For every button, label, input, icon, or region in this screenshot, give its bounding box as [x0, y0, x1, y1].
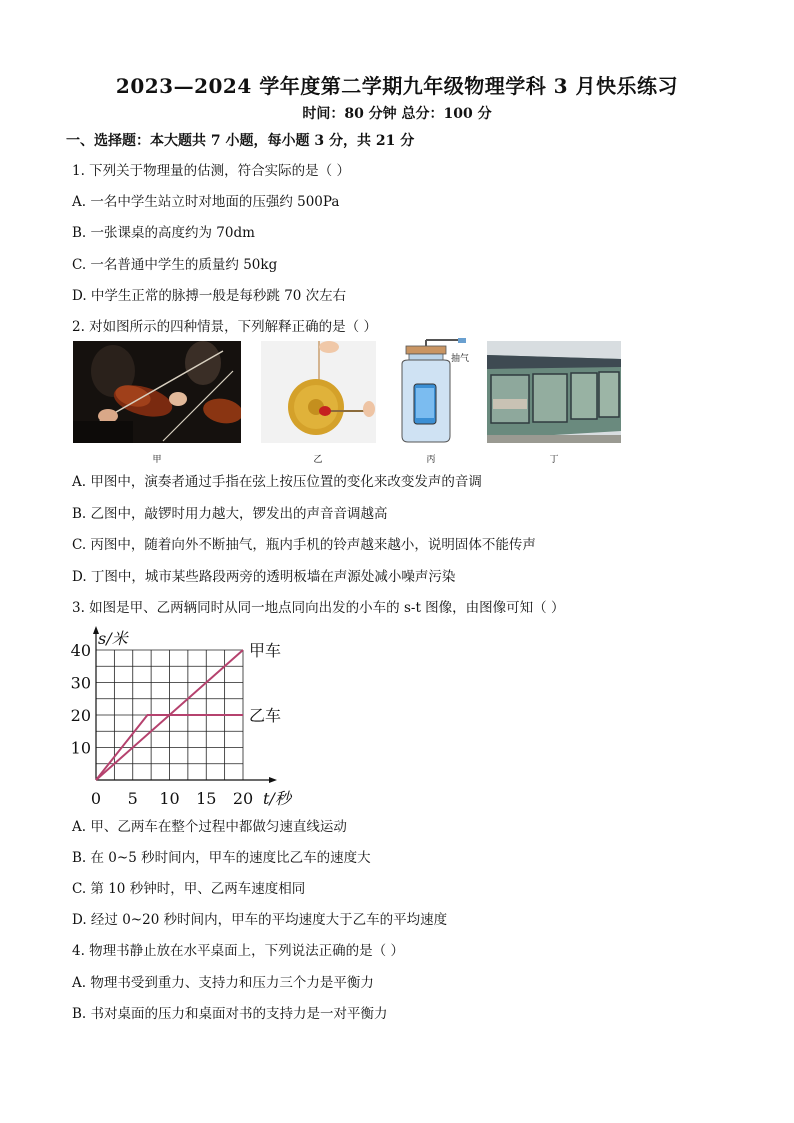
q3-option-b: B. 在 0~5 秒时间内，甲车的速度比乙车的速度大 [72, 850, 371, 866]
caption-yi: 乙 [313, 455, 323, 465]
q2-option-c: C. 丙图中，随着向外不断抽气，瓶内手机的铃声越来越小，说明固体不能传声 [72, 537, 536, 553]
exam-title: 2023—2024 学年度第二学期九年级物理学科 3 月快乐练习 [115, 74, 679, 98]
q1-stem: 1. 下列关于物理量的估测，符合实际的是（ ） [72, 163, 350, 179]
y-axis-label: s/米 [98, 629, 128, 648]
exam-subtitle: 时间：80 分钟 总分：100 分 [302, 106, 492, 122]
q1-option-a: A. 一名中学生站立时对地面的压强约 500Pa [72, 194, 340, 210]
series-label-jia: 甲车 [249, 641, 282, 660]
x-tick-label: 10 [159, 789, 180, 808]
q4-option-a: A. 物理书受到重力、支持力和压力三个力是平衡力 [72, 975, 374, 991]
q2-option-d: D. 丁图中，城市某些路段两旁的透明板墙在声源处减小噪声污染 [72, 569, 456, 585]
q2-stem: 2. 对如图所示的四种情景，下列解释正确的是（ ） [72, 319, 377, 335]
q3-option-a: A. 甲、乙两车在整个过程中都做匀速直线运动 [72, 819, 347, 835]
caption-ding: 丁 [549, 455, 559, 465]
chart-labels [71, 629, 294, 808]
y-tick-label: 10 [70, 738, 91, 758]
q1-option-d: D. 中学生正常的脉搏一般是每秒跳 70 次左右 [72, 288, 347, 304]
q3-option-d: D. 经过 0~20 秒时间内，甲车的平均速度大于乙车的平均速度 [72, 912, 448, 928]
y-tick-label: 30 [70, 673, 91, 693]
x-tick-label: 15 [196, 789, 217, 808]
q3-option-c: C. 第 10 秒钟时，甲、乙两车速度相同 [72, 881, 306, 897]
violin-player-image [73, 341, 241, 443]
gong-image [261, 341, 376, 443]
x-axis-arrow [269, 777, 277, 783]
x-axis-label: t/秒 [263, 789, 291, 808]
x-tick-label: 5 [127, 789, 138, 808]
caption-bing: 丙 [426, 455, 436, 465]
q4-option-b: B. 书对桌面的压力和桌面对书的支持力是一对平衡力 [72, 1006, 388, 1022]
pump-label: 抽气 [451, 354, 470, 364]
section-heading: 一、选择题：本大题共 7 小题，每小题 3 分，共 21 分 [66, 133, 415, 149]
y-tick-label: 20 [70, 706, 91, 725]
x-tick-label: 20 [232, 789, 254, 808]
sound-barrier-image [487, 341, 621, 443]
x-tick-label: 0 [90, 789, 102, 808]
q1-option-c: C. 一名普通中学生的质量约 50kg [72, 257, 278, 273]
y-tick-label: 40 [70, 641, 91, 660]
q2-option-b: B. 乙图中，敲锣时用力越大，锣发出的声音音调越高 [72, 506, 388, 522]
caption-jia: 甲 [152, 455, 162, 465]
q2-option-a: A. 甲图中，演奏者通过手指在弦上按压位置的变化来改变发声的音调 [72, 474, 482, 490]
q4-stem: 4. 物理书静止放在水平桌面上，下列说法正确的是（ ） [72, 943, 404, 959]
q3-stem: 3. 如图是甲、乙两辆同时从同一地点同向出发的小车的 s-t 图像，由图像可知（ ） [72, 600, 565, 616]
series-label-yi: 乙车 [249, 706, 282, 725]
q1-option-b: B. 一张课桌的高度约为 70dm [72, 225, 255, 241]
s-t-chart [60, 618, 320, 808]
